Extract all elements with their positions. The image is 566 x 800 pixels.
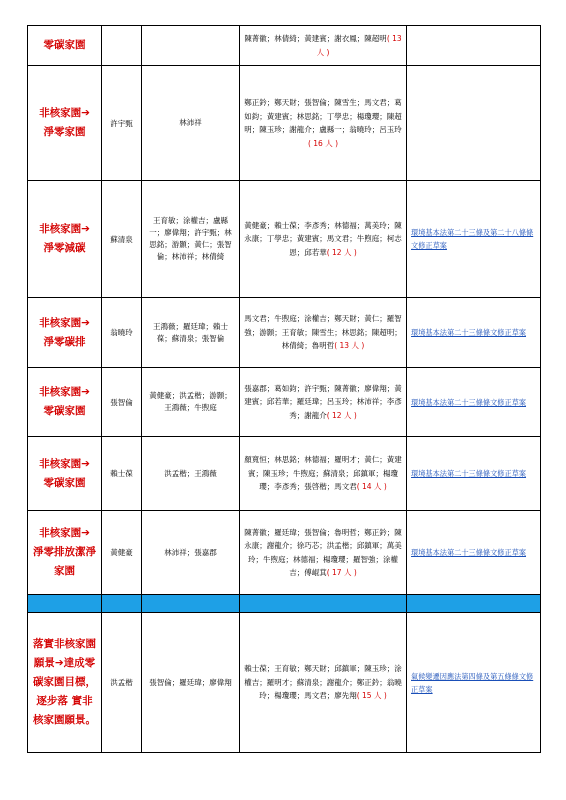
- topic-text: 零碳家園: [43, 39, 86, 51]
- member-list: 鄭正鈐；鄭天財；張智倫；陳雪生；馬文君；葛如鈞；黃建賓；林思銘；丁學忠；楊瓊瓔；陳超明；陳玉珍；謝龍介；盧縣一；翁曉玲；呂玉玲: [244, 98, 402, 134]
- bill-link[interactable]: 環境基本法第二十三條及第二十八條條文修正草案: [411, 228, 534, 250]
- member-count: ( 12 人 ): [326, 247, 357, 257]
- member-list: 黃健豪；賴士葆；李彥秀；林德福；萬美玲；陳永康；丁學忠；黃建賓；馬文君；牛煦庭；柯志恩；邱若華: [244, 220, 402, 257]
- arrow-right-icon: ➔: [81, 316, 90, 329]
- topic-cell: 非核家園➔ 零碳家園: [28, 368, 102, 437]
- arrow-right-icon: ➔: [81, 107, 90, 119]
- member-list: 陳菁徽；羅廷瑋；張智倫；魯明哲；鄭正鈐；陳永康；謝龍介；徐巧芯；洪孟楷；邱鎮軍；萬美玲；牛煦庭；林德福；楊瓊瓔；羅智強；涂權吉；傅崐萁: [244, 527, 402, 577]
- members-cell: [240, 26, 407, 66]
- bill-cell: [407, 511, 541, 595]
- table-row: [28, 26, 541, 66]
- topic-cell: 非核家園➔ 零碳家園: [28, 437, 102, 511]
- arrow-right-icon: ➔: [81, 223, 90, 235]
- bill-cell: [407, 66, 541, 181]
- divider-cell: [102, 595, 142, 613]
- member-list: 陳菁徽；林倩綺；黃建賓；謝衣鳳；陳超明: [244, 34, 387, 43]
- arrow-right-icon: ➔: [81, 527, 90, 539]
- topic-cell: 非核家園➔ 淨零減碳: [28, 181, 102, 298]
- member-count: ( 14 人 ): [356, 482, 387, 492]
- proposer-cell: 賴士葆: [102, 437, 142, 511]
- bill-link[interactable]: 環境基本法第二十三條條文修正草案: [411, 397, 527, 407]
- member-count: ( 16 人 ): [307, 138, 339, 148]
- member-count: ( 17 人 ): [326, 568, 357, 577]
- proposer-cell: 許宇甄: [102, 66, 142, 181]
- bill-link[interactable]: 環境基本法第二十三條條文修正草案: [411, 548, 527, 557]
- cosigner-cell: 張智倫；羅廷瑋；廖偉翔: [142, 613, 240, 753]
- section-divider: [28, 595, 541, 613]
- cosigner-cell: 黃健豪；洪孟楷；游顥；王鴻薇；牛煦庭: [142, 368, 240, 437]
- proposer-cell: [102, 26, 142, 66]
- proposer-cell: 張智倫: [102, 368, 142, 437]
- topic-cell: [28, 26, 102, 66]
- members-cell: [240, 181, 407, 298]
- members-cell: [240, 613, 407, 753]
- bill-link[interactable]: 環境基本法第二十三條條文修正草案: [411, 328, 527, 337]
- bill-cell: [407, 181, 541, 298]
- table-row: [28, 181, 541, 298]
- bill-cell: [407, 613, 541, 753]
- proposer-cell: 翁曉玲: [102, 298, 142, 368]
- table-row: [28, 511, 541, 595]
- topic-cell: 非核家園➔ 淨零家園: [28, 66, 102, 181]
- cosigner-cell: [142, 26, 240, 66]
- arrow-right-icon: ➔: [81, 386, 90, 398]
- table-row: [28, 66, 541, 181]
- divider-cell: [28, 595, 102, 613]
- member-list: 顏寬恒；林思銘；林德福；羅明才；黃仁；黃建賓；陳玉珍；牛煦庭；蘇清泉；邱鎮軍；楊瓊瓔；李彥秀；張啓楷；馬文君: [244, 455, 402, 492]
- member-count: ( 15 人 ): [356, 691, 387, 701]
- bill-table: [27, 25, 541, 753]
- table-row: [28, 368, 541, 437]
- member-count: ( 13 人 ): [334, 341, 365, 351]
- cosigner-cell: 王育敏；涂權吉；盧縣一；廖偉翔；許宇甄；林思銘；游顥；黃仁；張智倫；林沛祥；林倩綺: [142, 181, 240, 298]
- member-list: 賴士葆；王育敏；鄭天財；邱鎮軍；陳玉珍；涂權吉；羅明才；蘇清泉；謝龍介；鄭正鈐；翁曉玲；楊瓊瓔；馬文君；廖先翔: [244, 664, 402, 701]
- arrow-right-icon: ➔: [81, 457, 90, 470]
- members-cell: [240, 298, 407, 368]
- members-cell: [240, 437, 407, 511]
- table-row: [28, 613, 541, 753]
- proposer-cell: 黃健豪: [102, 511, 142, 595]
- topic-cell: 非核家園➔ 淨零碳排: [28, 298, 102, 368]
- divider-cell: [407, 595, 541, 613]
- member-count: ( 12 人 ): [326, 410, 357, 420]
- member-list: 張嘉郡；葛如鈞；許宇甄；陳菁徽；廖偉翔；黃建賓；邱若華；羅廷瑋；呂玉玲；林沛祥；李彥秀；謝龍介: [244, 383, 402, 420]
- members-cell: [240, 66, 407, 181]
- bill-cell: [407, 26, 541, 66]
- cosigner-cell: 王鴻薇；羅廷瑋；賴士葆；蘇清泉；張智倫: [142, 298, 240, 368]
- divider-cell: [142, 595, 240, 613]
- cosigner-cell: 洪孟楷；王鴻薇: [142, 437, 240, 511]
- topic-cell: 非核家園➔ 淨零排放潔淨家園: [28, 511, 102, 595]
- member-count: ( 13 人 ): [316, 34, 402, 57]
- table-row: [28, 437, 541, 511]
- cosigner-cell: 林沛祥；張嘉郡: [142, 511, 240, 595]
- divider-cell: [240, 595, 407, 613]
- bill-cell: [407, 437, 541, 511]
- arrow-right-icon: ➔: [54, 657, 64, 669]
- bill-cell: [407, 368, 541, 437]
- member-list: 馬文君；牛煦庭；涂權吉；鄭天財；黃仁；羅智強；游顥；王育敏；陳雪生；林思銘；陳超明；林倩綺；魯明哲: [244, 314, 402, 351]
- members-cell: [240, 511, 407, 595]
- cosigner-cell: 林沛祥: [142, 66, 240, 181]
- bill-link[interactable]: 環境基本法第二十三條條文修正草案: [411, 469, 527, 478]
- proposer-cell: 洪孟楷: [102, 613, 142, 753]
- members-cell: [240, 368, 407, 437]
- bill-link[interactable]: 氣候變遷因應法第四條及第五條條文修正草案: [411, 671, 534, 694]
- table-row: [28, 298, 541, 368]
- proposer-cell: 蘇清泉: [102, 181, 142, 298]
- topic-cell: 落實非核家園願景➔達成零碳家園目標，逐步落 實非核家園願景。: [28, 613, 102, 753]
- bill-cell: [407, 298, 541, 368]
